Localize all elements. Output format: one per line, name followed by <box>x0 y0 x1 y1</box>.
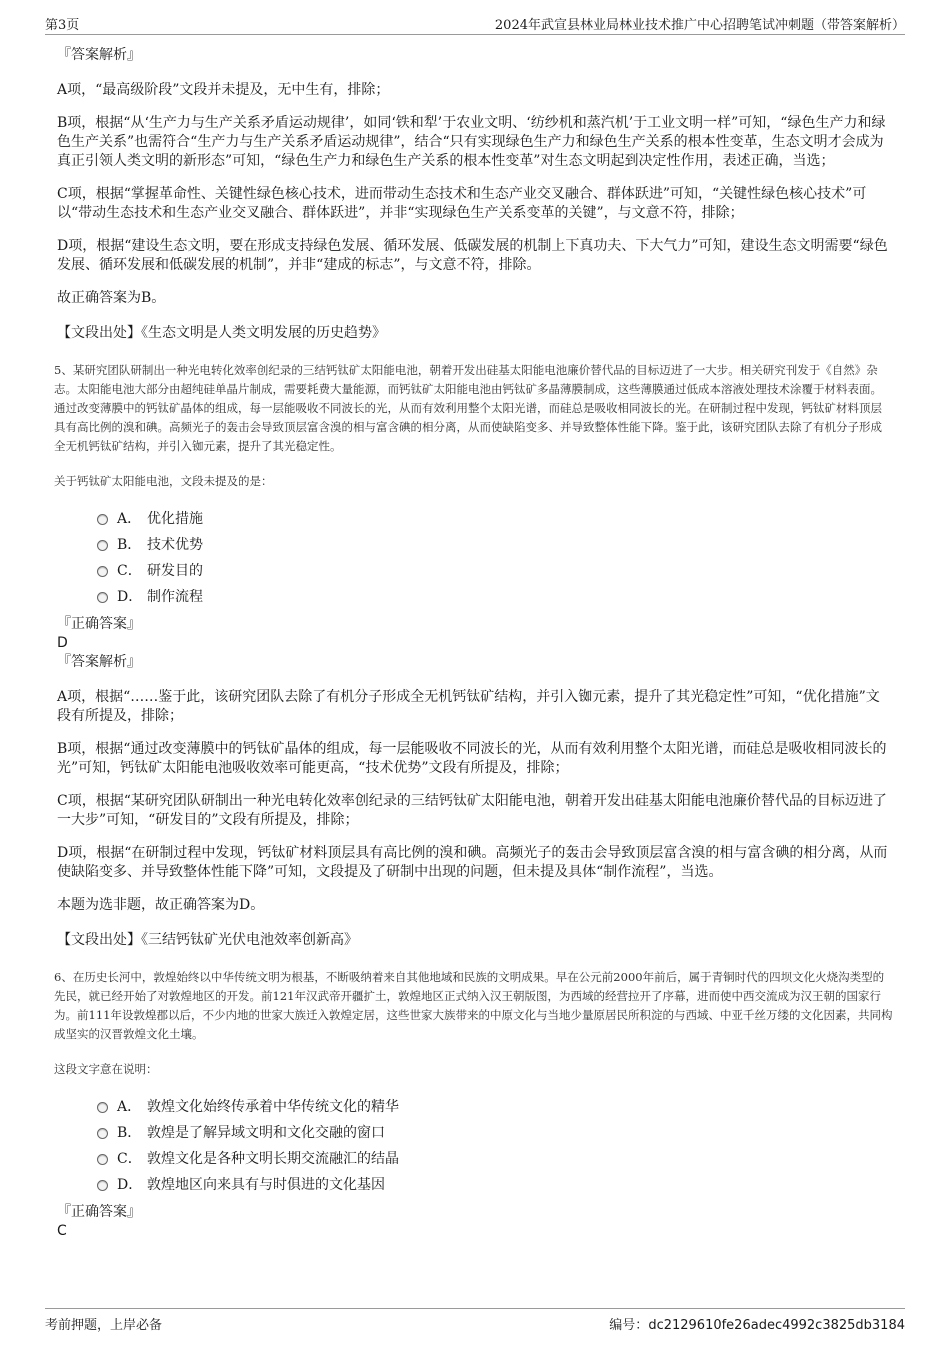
option-text: 敦煌文化是各种文明长期交流融汇的结晶 <box>147 1151 399 1167</box>
question-6-passage: 6、在历史长河中，敦煌始终以中华传统文明为根基，不断吸纳着来自其他地域和民族的文明成果。早在公元前2000年前后，属于青铜时代的四坝文化火烧沟类型的先民，就已经开始了对敦煌地区的开发。前121年汉武帝开疆扩土，敦煌地区正式纳入汉王朝版图，为西域的经营拉开了序幕，进而使中西交流成为汉王朝的国家行为。前111年设敦煌郡以后，不少内地的世家大族迁入敦煌定居，这些世家大族带来的中原文化与当地少量原居民所积淀的与西域、中亚千丝万缕的文化因素，共同构成坚实的汉晋敦煌文化土壤。 <box>54 970 893 1041</box>
question-5-option-a[interactable] <box>97 505 893 531</box>
radio-button[interactable] <box>97 592 108 603</box>
option-letter: D． <box>117 589 143 605</box>
question-5-options <box>97 505 893 609</box>
option-letter: A． <box>117 511 142 527</box>
analysis-option-c: C项，根据“掌握革命性、关键性绿色核心技术，进而带动生态技术和生态产业交叉融合、群体跃进”可知，“关键性绿色核心技术”可以“带动生态技术和生态产业交叉融合、群体跃进”，并非“实现绿色生产关系变革的关键”，与文意不符，排除； <box>57 186 867 221</box>
question-6-option-d[interactable] <box>97 1171 893 1197</box>
option-letter: C． <box>117 563 142 579</box>
question-5-option-d[interactable] <box>97 583 893 609</box>
radio-button[interactable] <box>97 1102 108 1113</box>
option-letter: B． <box>117 537 142 553</box>
footer-id-code: dc2129610fe26adec4992c3825db3184 <box>648 1318 905 1333</box>
question-5-prompt: 关于钙钛矿太阳能电池，文段未提及的是： <box>54 474 273 488</box>
footer-id <box>609 1314 905 1333</box>
question-6-answer-label: 『正确答案』 <box>57 1204 141 1220</box>
source-citation: 【文段出处】《生态文明是人类文明发展的历史趋势》 <box>57 325 386 341</box>
radio-button[interactable] <box>97 1180 108 1191</box>
question-6-option-c[interactable] <box>97 1145 893 1171</box>
radio-button[interactable] <box>97 514 108 525</box>
option-letter: B． <box>117 1125 142 1141</box>
option-letter: D． <box>117 1177 143 1193</box>
option-text: 制作流程 <box>147 589 203 605</box>
radio-button[interactable] <box>97 1154 108 1165</box>
analysis-label: 『答案解析』 <box>57 47 141 63</box>
option-text: 敦煌地区向来具有与时俱进的文化基因 <box>147 1177 385 1193</box>
question-5-answer-label: 『正确答案』 <box>57 616 141 632</box>
question-5-analysis-label: 『答案解析』 <box>57 654 141 670</box>
question-5-analysis-c: C项，根据“某研究团队研制出一种光电转化效率创纪录的三结钙钛矿太阳能电池，朝着开发出硅基太阳能电池廉价替代品的目标迈进了一大步”可知，“研发目的”文段有所提及，排除； <box>57 793 887 828</box>
question-5-option-c[interactable] <box>97 557 893 583</box>
question-5-passage: 5、某研究团队研制出一种光电转化效率创纪录的三结钙钛矿太阳能电池，朝着开发出硅基太阳能电池廉价替代品的目标迈进了一大步。相关研究刊发于《自然》杂志。太阳能电池大部分由超纯硅单晶片制成，需要耗费大量能源，而钙钛矿太阳能电池由钙钛矿多晶薄膜制成，这些薄膜通过低成本溶液处理技术涂覆于材料表面。通过改变薄膜中的钙钛矿晶体的组成，每一层能吸收不同波长的光，从而有效利用整个太阳光谱，而硅总是吸收相同波长的光。在研制过程中发现，钙钛矿材料顶层具有高比例的溴和碘。高频光子的轰击会导致顶层富含溴的相与富含碘的相分离，从而使缺陷变多、并导致整体性能下降。鉴于此，该研究团队去除了有机分子形成全无机钙钛矿结构，并引入铷元素，提升了其光稳定性。 <box>54 363 882 453</box>
analysis-option-b: B项，根据“从‘生产力与生产关系矛盾运动规律’，如同‘铁和犁’于农业文明、‘纺纱机和蒸汽机’于工业文明一样”可知，“绿色生产力和绿色生产关系”也需符合“生产力与生产关系矛盾运动规律”，结合“只有实现绿色生产力和绿色生产关系的根本性变革，生态文明才会成为真正引领人类文明的新形态”可知，“绿色生产力和绿色生产关系的根本性变革”对生态文明起到决定性作用，表述正确，当选； <box>57 115 886 169</box>
radio-button[interactable] <box>97 1128 108 1139</box>
radio-button[interactable] <box>97 566 108 577</box>
footer-slogan: 考前押题，上岸必备 <box>45 1318 163 1333</box>
option-text: 技术优势 <box>147 537 203 553</box>
page-footer <box>45 1308 905 1331</box>
document-title: 2024年武宣县林业局林业技术推广中心招聘笔试冲刺题（带答案解析） <box>494 18 905 33</box>
question-6-option-b[interactable] <box>97 1119 893 1145</box>
page-number: 第3页 <box>45 18 80 33</box>
page-header <box>45 14 905 35</box>
option-text: 研发目的 <box>147 563 203 579</box>
question-5-analysis-a: A项，根据“……鉴于此，该研究团队去除了有机分子形成全无机钙钛矿结构，并引入铷元素，提升了其光稳定性”可知，“优化措施”文段有所提及，排除； <box>57 689 880 724</box>
question-5-source: 【文段出处】《三结钙钛矿光伏电池效率创新高》 <box>57 932 358 948</box>
option-letter: A． <box>117 1099 142 1115</box>
radio-button[interactable] <box>97 540 108 551</box>
question-6-options <box>97 1093 893 1197</box>
analysis-option-d: D项，根据“建设生态文明，要在形成支持绿色发展、循环发展、低碳发展的机制上下真功夫、下大气力”可知，建设生态文明需要“绿色发展、循环发展和低碳发展的机制”，并非“建成的标志”，与文意不符，排除。 <box>57 238 888 273</box>
question-6-prompt: 这段文字意在说明： <box>54 1062 158 1076</box>
option-text: 敦煌文化始终传承着中华传统文化的精华 <box>147 1099 399 1115</box>
question-6-option-a[interactable] <box>97 1093 893 1119</box>
analysis-conclusion: 故正确答案为B。 <box>57 290 166 306</box>
option-letter: C． <box>117 1151 142 1167</box>
question-5-answer: D <box>57 635 68 651</box>
footer-id-label: 编号： <box>609 1318 649 1333</box>
document-body <box>54 46 893 1241</box>
analysis-option-a: A项，“最高级阶段”文段并未提及，无中生有，排除； <box>57 82 390 98</box>
question-5-analysis-d: D项，根据“在研制过程中发现，钙钛矿材料顶层具有高比例的溴和碘。高频光子的轰击会导致顶层富含溴的相与富含碘的相分离，从而使缺陷变多、并导致整体性能下降”可知，文段提及了研制中出现的问题，但未提及具体“制作流程”，当选。 <box>57 845 888 880</box>
option-text: 优化措施 <box>147 511 203 527</box>
question-5-analysis-b: B项，根据“通过改变薄膜中的钙钛矿晶体的组成，每一层能吸收不同波长的光，从而有效利用整个太阳光谱，而硅总是吸收相同波长的光”可知，钙钛矿太阳能电池吸收效率可能更高，“技术优势”文段有所提及，排除； <box>57 741 887 776</box>
question-5-conclusion: 本题为选非题，故正确答案为D。 <box>57 897 265 913</box>
question-5-option-b[interactable] <box>97 531 893 557</box>
option-text: 敦煌是了解异域文明和文化交融的窗口 <box>147 1125 385 1141</box>
question-6-answer: C <box>57 1223 67 1239</box>
